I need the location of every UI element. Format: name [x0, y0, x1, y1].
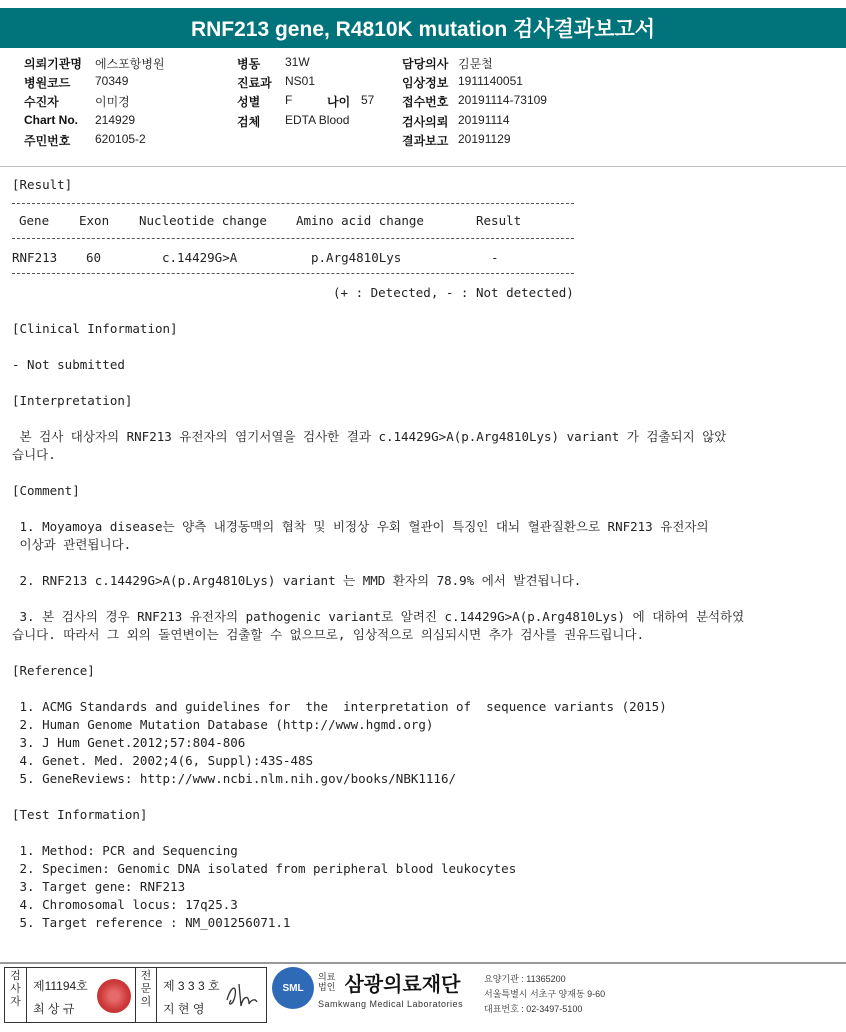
reference-heading: [Reference]	[12, 663, 95, 678]
test-info-item: 5. Target reference : NM_001256071.1	[12, 915, 291, 930]
id-label: 주민번호	[24, 134, 71, 148]
cell-amino: p.Arg4810Lys	[311, 250, 402, 265]
patient-value: 이미경	[95, 95, 130, 109]
tester-seal	[97, 979, 131, 1013]
clinical-value: 1911140051	[458, 74, 523, 88]
chart-value: 214929	[95, 113, 136, 127]
hospital-value: 에스포항병원	[95, 57, 165, 71]
specimen-label: 검체	[237, 115, 261, 129]
comment-1-line-1: 1. Moyamoya disease는 양측 내경동맥의 협착 및 비정상 우회 혈관이 특징인 대뇌 혈관질환으로 RNF213 유전자의	[12, 519, 709, 534]
org-name: 삼광의료재단	[344, 974, 461, 996]
result-heading: [Result]	[12, 177, 73, 192]
cell-nucleotide: c.14429G>A	[162, 250, 238, 265]
chart-label: Chart No.	[24, 113, 78, 127]
interpretation-line-2: 습니다.	[12, 447, 56, 462]
result-divider-mid	[12, 238, 574, 239]
org-address: 서울특별시 서초구 양재동 9-60	[484, 989, 606, 999]
specialist-license: 제 3 3 3 호	[163, 979, 220, 993]
request-value: 20191114	[458, 113, 510, 127]
col-result: Result	[476, 213, 522, 228]
receipt-label: 접수번호	[402, 95, 449, 109]
col-amino: Amino acid change	[296, 213, 424, 228]
reference-item: 2. Human Genome Mutation Database (http://www.hgmd.org)	[12, 717, 434, 732]
tester-license: 제11194호	[33, 979, 88, 993]
id-value: 620105-2	[95, 132, 146, 146]
sex-label: 성별	[237, 95, 261, 109]
interpretation-heading: [Interpretation]	[12, 393, 133, 408]
tester-vertical-label: 검사자	[5, 968, 27, 1022]
code-value: 70349	[95, 74, 129, 88]
test-info-item: 1. Method: PCR and Sequencing	[12, 843, 238, 858]
report-footer	[0, 962, 846, 1032]
header-divider	[0, 166, 846, 167]
sml-logo-icon: SML	[272, 967, 314, 1009]
doctor-label: 담당의사	[402, 57, 449, 71]
report-title: RNF213 gene, R4810K mutation 검사결과보고서	[0, 8, 846, 48]
dept-value: NS01	[285, 74, 316, 88]
code-label: 병원코드	[24, 76, 71, 90]
reference-item: 5. GeneReviews: http://www.ncbi.nlm.nih.gov/books/NBK1116/	[12, 771, 457, 786]
doctor-value: 김문철	[458, 57, 493, 71]
test-info-heading: [Test Information]	[12, 807, 148, 822]
col-nucleotide: Nucleotide change	[139, 213, 267, 228]
request-label: 검사의뢰	[402, 115, 449, 129]
result-divider-bottom	[12, 273, 574, 274]
comment-3-line-1: 3. 본 검사의 경우 RNF213 유전자의 pathogenic variant로 알려진 c.14429G>A(p.Arg4810Lys) 에 대하여 분석하였	[12, 609, 745, 624]
reference-item: 3. J Hum Genet.2012;57:804-806	[12, 735, 246, 750]
dept-label: 진료과	[237, 76, 272, 90]
reference-item: 1. ACMG Standards and guidelines for the interpretation of sequence variants (2015)	[12, 699, 667, 714]
cell-result: -	[491, 250, 499, 265]
patient-info	[0, 55, 846, 155]
specialist-name: 지 현 영	[163, 1002, 205, 1016]
ward-label: 병동	[237, 57, 261, 71]
col-exon: Exon	[79, 213, 110, 228]
reference-item: 4. Genet. Med. 2002;4(6, Suppl):43S-48S	[12, 753, 314, 768]
test-info-item: 2. Specimen: Genomic DNA isolated from peripheral blood leukocytes	[12, 861, 517, 876]
agency-number: 요양기관 : 11365200	[484, 974, 566, 984]
result-divider-top	[12, 203, 574, 204]
signature-box	[4, 967, 267, 1023]
report-label: 결과보고	[402, 134, 449, 148]
org-type: 의료법인	[318, 972, 336, 992]
test-info-item: 4. Chromosomal locus: 17q25.3	[12, 897, 238, 912]
patient-label: 수진자	[24, 95, 59, 109]
clinical-label: 임상정보	[402, 76, 449, 90]
clinical-text: - Not submitted	[12, 357, 125, 372]
signature-mark	[223, 978, 261, 1012]
cell-exon: 60	[86, 250, 102, 265]
test-info-item: 3. Target gene: RNF213	[12, 879, 186, 894]
age-value: 57	[361, 93, 375, 107]
comment-2: 2. RNF213 c.14429G>A(p.Arg4810Lys) variant 는 MMD 환자의 78.9% 에서 발견됩니다.	[12, 573, 582, 588]
age-label: 나이	[327, 95, 351, 109]
sex-value: F	[285, 93, 293, 107]
specimen-value: EDTA Blood	[285, 113, 350, 127]
tester-name: 최 상 규	[33, 1002, 75, 1016]
report-value: 20191129	[458, 132, 511, 146]
cell-gene: RNF213	[12, 250, 58, 265]
specialist-vertical-label: 전문의	[135, 968, 157, 1022]
receipt-value: 20191114-73109	[458, 93, 547, 107]
comment-1-line-2: 이상과 관련됩니다.	[12, 537, 132, 552]
hospital-label: 의뢰기관명	[24, 57, 82, 71]
comment-3-line-2: 습니다. 따라서 그 외의 돌연변이는 검출할 수 없으므로, 임상적으로 의심되시면 추가 검사를 권유드립니다.	[12, 627, 645, 642]
col-gene: Gene	[19, 213, 50, 228]
clinical-heading: [Clinical Information]	[12, 321, 178, 336]
org-phone: 대표번호 : 02-3497-5100	[484, 1004, 583, 1014]
ward-value: 31W	[285, 55, 310, 69]
org-english: Samkwang Medical Laboratories	[318, 999, 464, 1009]
interpretation-line-1: 본 검사 대상자의 RNF213 유전자의 염기서열을 검사한 결과 c.14429G>A(p.Arg4810Lys) variant 가 검출되지 않았	[12, 429, 727, 444]
organization-logo	[318, 968, 463, 1009]
comment-heading: [Comment]	[12, 483, 80, 498]
result-legend: (+ : Detected, - : Not detected)	[333, 285, 574, 300]
